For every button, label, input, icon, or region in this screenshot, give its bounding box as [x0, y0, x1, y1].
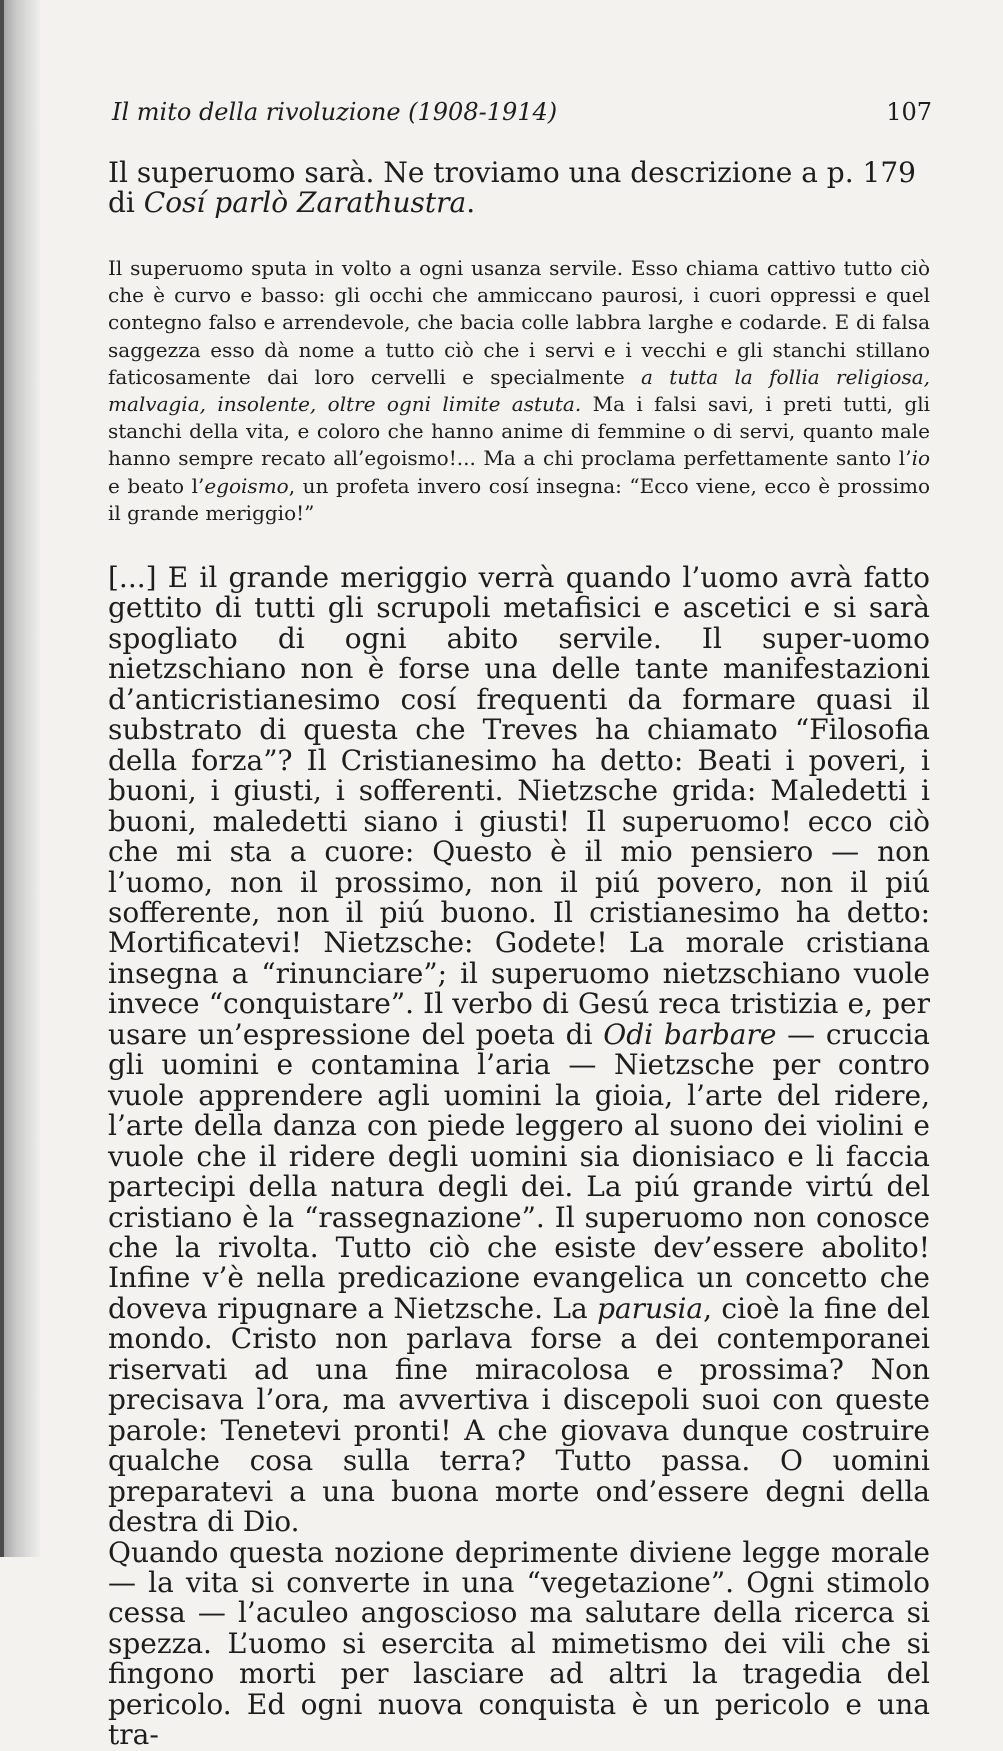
block-quote	[108, 255, 930, 527]
body-text-1: [...] E il grande meriggio verrà quando l’uomo avrà fatto gettito di tutti gli scrupoli metafisici e ascetici e si sarà spogliato di ogni abito servile. Il super-uomo nietzschiano non è forse una delle tante manifestazioni d’anticristianesimo cosí frequenti da formare quasi il substrato di questa che Treves ha chiamato “Filosofia della forza”? Il Cristianesimo ha detto: Beati i poveri, i buoni, i giusti, i sofferenti. Nietzsche grida: Maledetti i buoni, maledetti siano i giusti! Il superuomo! ecco ciò che mi sta a cuore: Questo è il mio pensiero — non l’uomo, non il prossimo, non il piú povero, non il piú sofferente, non il piú buono. Il cristianesimo ha detto: Mortificatevi! Nietzsche: Godete! La morale cristiana insegna a “rinunciare”; il superuomo nietzschiano vuole invece “conquistare”. Il verbo di Gesú reca tristizia e, per usare un’espressione del poeta di	[108, 561, 930, 1051]
parusia-term: parusia	[597, 1291, 704, 1325]
intro-text-end: .	[466, 186, 476, 219]
quote-italic-io: io	[911, 446, 930, 471]
page-edge	[0, 0, 4, 1557]
body-text-3: , cioè la fine del mondo. Cristo non parlava forse a dei contemporanei riservati ad una fine miracolosa e prossima? Non precisava l’ora, ma avvertiva i discepoli suoi con queste parole: Tenetevi pronti! A che giovava dunque costruire qualche cosa sulla terra? Tutto passa. O uomini preparatevi a una buona morte ond’essere degni della destra di Dio.	[108, 1291, 930, 1539]
page-gutter-shadow	[0, 0, 40, 1557]
odi-barbare-title: Odi barbare	[603, 1017, 777, 1051]
page-number: 107	[886, 98, 932, 126]
quote-italic-egoismo: egoismo	[204, 473, 289, 498]
page-header	[108, 92, 938, 132]
intro-paragraph	[108, 158, 930, 218]
quote-text-3: e beato l’	[108, 473, 205, 498]
body-paragraph	[108, 563, 930, 1538]
book-title: Cosí parlò Zarathustra	[143, 186, 467, 219]
body-text-2: — cruccia gli uomini e contamina l’aria — Nietzsche per contro vuole apprendere agli uomini la gioia, l’arte del ridere, l’arte della danza con piede leggero al suono dei violini e vuole che il ridere degli uomini sia dionisiaco e li faccia partecipi della natura degli dei. La piú grande virtú del cristiano è la “rassegnazione”. Il superuomo non conosce che la rivolta. Tutto ciò che esiste dev’essere abolito! Infine v’è nella predicazione evangelica un concetto che doveva ripugnare a Nietzsche. La	[108, 1017, 930, 1325]
intro-text: Il superuomo sarà. Ne troviamo una descrizione a p. 179 di	[108, 156, 916, 219]
quote-text-1: Il superuomo sputa in volto a ogni usanza servile. Esso chiama cattivo tutto ciò che è curvo e basso: gli occhi che ammiccano paurosi, i cuori oppressi e quel contegno falso e arrendevole, che bacia colle labbra larghe e codarde. E di falsa saggezza esso dà nome a tutto ciò che i servi e i vecchi e gli stanchi stillano faticosamente dai loro cervelli e specialmente	[108, 256, 930, 389]
quote-italic-1: a tutta la follia religiosa, malvagia, insolente, oltre ogni limite astuta.	[108, 364, 930, 417]
running-title: Il mito della rivoluzione (1908-1914)	[112, 98, 558, 126]
quote-text-2: Ma i falsi savi, i preti tutti, gli stanchi della vita, e coloro che hanno anime di femmine o di servi, quanto male hanno sempre recato all’egoismo!... Ma a chi proclama perfettamente santo l’	[108, 392, 930, 471]
quote-text-4: , un profeta invero cosí insegna: “Ecco viene, ecco è prossimo il grande meriggio!”	[108, 473, 930, 525]
page-body	[108, 158, 930, 1751]
body-paragraph-2: Quando questa nozione deprimente diviene legge morale — la vita si converte in una “vegetazione”. Ogni stimolo cessa — l’aculeo angoscioso ma salutare della ricerca si spezza. L’uomo si esercita al mimetismo dei vili che si fingono morti per lasciare ad altri la tragedia del pericolo. Ed ogni nuova conquista è un pericolo e una tra-	[108, 1535, 930, 1751]
